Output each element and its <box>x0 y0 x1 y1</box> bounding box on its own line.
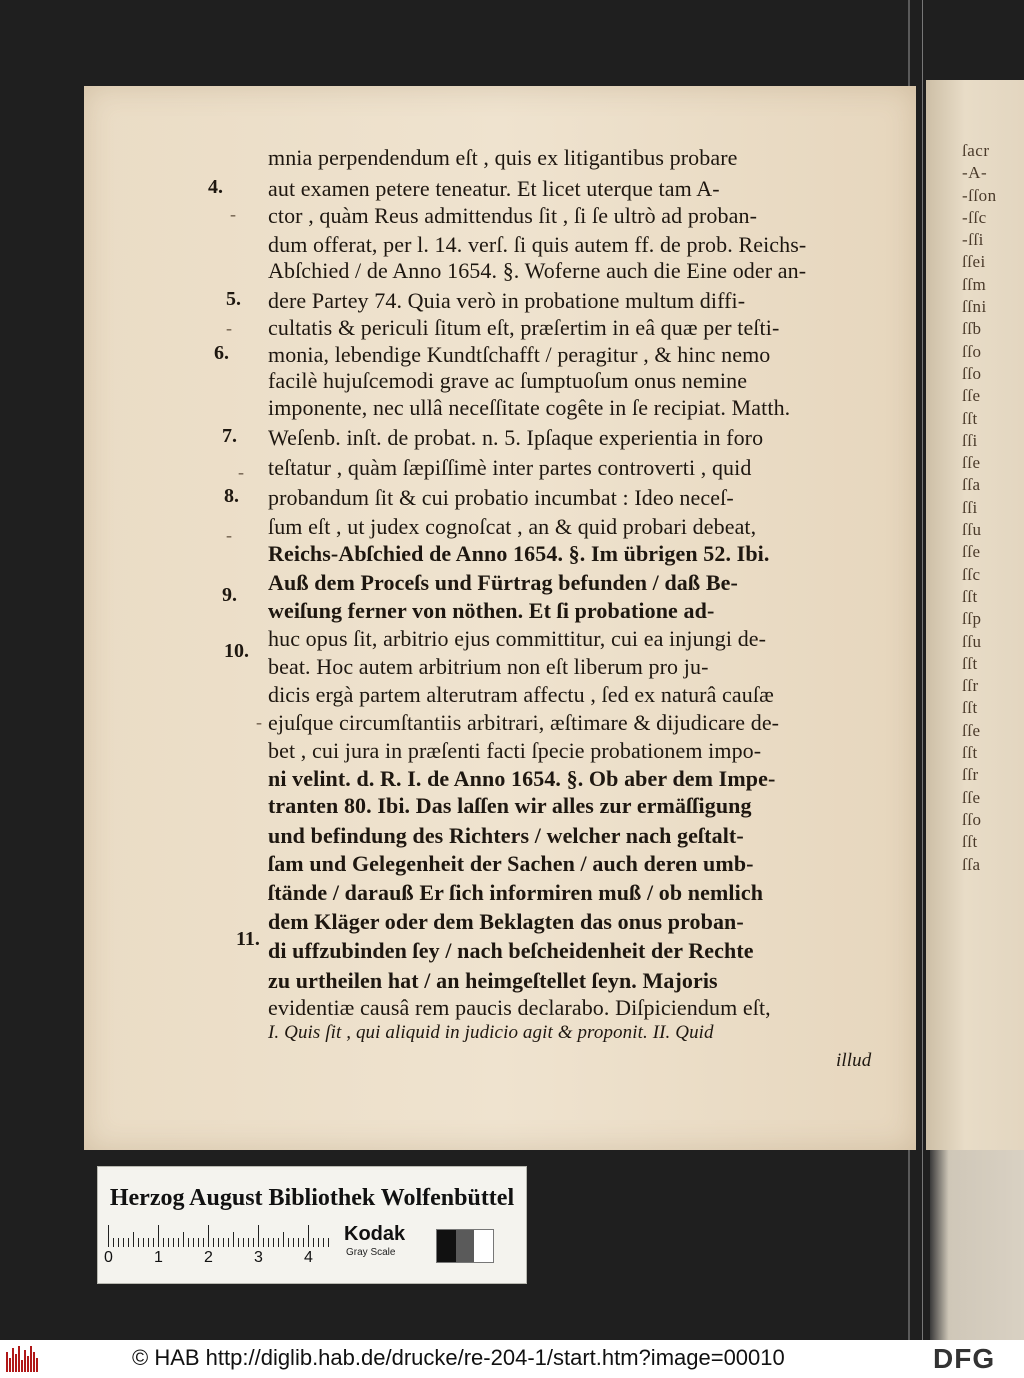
ruler-tick <box>143 1238 144 1247</box>
margin-number: 4. <box>208 176 223 198</box>
fragment-line: ſſo <box>962 341 982 361</box>
text-line: dum offerat, per l. 14. verſ. ſi quis autem ff. de prob. Reichs- <box>268 232 807 257</box>
ruler-tick <box>148 1238 149 1247</box>
ruler-tick <box>158 1225 159 1247</box>
text-line: teſtatur , quàm ſæpiſſimè inter partes controverti , quid <box>268 455 752 480</box>
ruler-tick <box>298 1238 299 1247</box>
text-line: weiſung ferner von nöthen. Et ſi probatione ad- <box>268 598 715 623</box>
ruler-tick <box>193 1238 194 1247</box>
fragment-line: ſſt <box>962 832 978 852</box>
fragment-line: ſſe <box>962 720 981 740</box>
ruler-tick <box>218 1238 219 1247</box>
fragment-line: ſſa <box>962 854 981 874</box>
fragment-line: ſſt <box>962 653 978 673</box>
fragment-line: ſſt <box>962 698 978 718</box>
copyright-link[interactable]: © HAB http://diglib.hab.de/drucke/re-204-1/start.htm?image=00010 <box>132 1345 785 1370</box>
ruler-tick <box>238 1238 239 1247</box>
fragment-line: ſſe <box>962 542 981 562</box>
fragment-line: ſſi <box>962 430 978 450</box>
ruler-tick <box>208 1225 209 1247</box>
ruler-number: 2 <box>204 1249 213 1266</box>
ruler-tick <box>113 1238 114 1247</box>
ruler-tick <box>118 1238 119 1247</box>
ruler-tick <box>138 1238 139 1247</box>
text-line: und befindung des Richters / welcher nach geſtalt- <box>268 823 744 848</box>
ruler-tick <box>243 1238 244 1247</box>
fragment-line: ſſt <box>962 743 978 763</box>
ruler-tick <box>223 1238 224 1247</box>
ruler-tick <box>198 1238 199 1247</box>
text-line: dere Partey 74. Quia verò in probatione multum diffi- <box>268 288 746 313</box>
margin-number: 7. <box>222 425 237 447</box>
ruler-tick <box>318 1238 319 1247</box>
fragment-line: ſſt <box>962 408 978 428</box>
logo-bar <box>27 1356 29 1372</box>
text-line: aut examen petere teneatur. Et licet uterque tam A- <box>268 176 720 201</box>
fragment-line: ſſb <box>962 319 982 339</box>
gray-swatches <box>436 1229 494 1263</box>
gray-swatch <box>437 1230 456 1262</box>
logo-bar <box>33 1352 35 1372</box>
fragment-line: ſſe <box>962 386 981 406</box>
fragment-line: ſſo <box>962 809 982 829</box>
margin-tick: - <box>256 712 262 732</box>
fragment-line: ſſr <box>962 676 979 696</box>
logo-bar <box>24 1350 26 1372</box>
text-line: Weſenb. inſt. de probat. n. 5. Ipſaque experientia in foro <box>268 425 764 450</box>
ruler-tick <box>123 1238 124 1247</box>
dfg-logo: DFG <box>933 1343 996 1374</box>
ruler-tick <box>178 1238 179 1247</box>
logo-bar <box>6 1352 8 1372</box>
text-line: monia, lebendige Kundtſchafft / peragitur , & hinc nemo <box>268 342 771 367</box>
ruler-tick <box>133 1232 134 1247</box>
ruler-tick <box>168 1238 169 1247</box>
text-line: di uffzubinden ſey / nach beſcheidenheit der Rechte <box>268 938 754 963</box>
gray-scale-label: Gray Scale <box>346 1247 396 1258</box>
library-name: Herzog August Bibliothek Wolfenbüttel <box>109 1185 515 1211</box>
ruler-tick <box>303 1238 304 1247</box>
ruler-tick <box>128 1238 129 1247</box>
ruler-number: 1 <box>154 1249 163 1266</box>
margin-number: 5. <box>226 288 241 310</box>
text-line: beat. Hoc autem arbitrium non eſt liberum pro ju- <box>268 654 709 679</box>
text-line: illud <box>836 1050 872 1071</box>
fragment-line: -ſſi <box>962 230 984 250</box>
fragment-line: ſſc <box>962 564 981 584</box>
fragment-line: -A- <box>962 163 988 183</box>
fragment-line: -ſſc <box>962 207 987 227</box>
ruler-tick <box>108 1225 109 1247</box>
ruler-tick <box>153 1238 154 1247</box>
ruler-tick <box>253 1238 254 1247</box>
text-line: facilè hujuſcemodi grave ac ſumptuoſum onus nemine <box>268 368 748 393</box>
ruler-tick <box>203 1238 204 1247</box>
text-line: Abſchied / de Anno 1654. §. Woferne auch die Eine oder an- <box>268 258 807 283</box>
text-line: evidentiæ causâ rem paucis declarabo. Diſpiciendum eſt, <box>268 995 771 1020</box>
ruler-tick <box>163 1238 164 1247</box>
ruler-tick <box>263 1238 264 1247</box>
text-line: tranten 80. Ibi. Das laſſen wir alles zur ermäſſigung <box>268 793 752 818</box>
fragment-line: ſſr <box>962 765 979 785</box>
text-line: Reichs-Abſchied de Anno 1654. §. Im übrigen 52. Ibi. <box>268 541 770 566</box>
fragment-line: ſſp <box>962 609 982 629</box>
ruler-tick <box>258 1225 259 1247</box>
fragment-line: ſſu <box>962 520 982 540</box>
text-line: imponente, nec ullâ neceſſitate cogête in ſe recipiat. Matth. <box>268 395 791 420</box>
ruler-tick <box>188 1238 189 1247</box>
ruler-tick <box>313 1238 314 1247</box>
kodak-logo: Kodak <box>344 1223 406 1245</box>
margin-number: 9. <box>222 584 237 606</box>
fragment-line: ſſt <box>962 586 978 606</box>
hab-logo-icon <box>6 1346 40 1372</box>
fragment-line: ſſu <box>962 631 982 651</box>
text-line: huc opus ſit, arbitrio ejus committitur, cui ea injungi de- <box>268 626 767 651</box>
margin-number: 6. <box>214 342 229 364</box>
ruler-tick <box>293 1238 294 1247</box>
ruler-tick <box>283 1232 284 1247</box>
text-line: dem Kläger oder dem Beklagten das onus proban- <box>268 909 744 934</box>
fragment-line: ſſo <box>962 363 982 383</box>
text-line: ſam und Gelegenheit der Sachen / auch deren umb- <box>268 851 754 876</box>
text-line: ſtände / darauß Er ſich informiren muß / ob nemlich <box>268 880 764 905</box>
fragment-line: ſacr <box>962 141 990 160</box>
ruler-tick <box>228 1238 229 1247</box>
text-line: cultatis & periculi ſitum eſt, præſertim in eâ quæ per teſti- <box>268 315 780 340</box>
logo-bar <box>12 1348 14 1372</box>
margin-number: 11. <box>236 928 260 950</box>
logo-bar <box>30 1346 32 1372</box>
ruler-tick <box>308 1225 309 1247</box>
logo-bar <box>21 1360 23 1372</box>
fragment-line: ſſni <box>962 297 987 317</box>
logo-bar <box>18 1346 20 1372</box>
text-line: ctor , quàm Reus admittendus ſit , ſi ſe ultrò ad proban- <box>268 203 757 228</box>
logo-bar <box>9 1358 11 1372</box>
footer-bar <box>0 1340 1024 1378</box>
ruler-number: 0 <box>104 1249 113 1266</box>
fragment-line: ſſe <box>962 453 981 473</box>
text-line: ſum eſt , ut judex cognoſcat , an & quid probari debeat, <box>268 514 757 539</box>
text-line: bet , cui jura in præſenti facti ſpecie probationem impo- <box>268 738 762 763</box>
gray-swatch <box>456 1230 475 1262</box>
fragment-line: ſſi <box>962 497 978 517</box>
gray-swatch <box>474 1230 493 1262</box>
text-line: mnia perpendendum eſt , quis ex litigantibus probare <box>268 145 738 170</box>
ruler-tick <box>268 1238 269 1247</box>
ruler-tick <box>183 1232 184 1247</box>
text-line: ni velint. d. R. I. de Anno 1654. §. Ob aber dem Impe- <box>268 766 776 791</box>
text-line: dicis ergà partem alterutram affectu , ſed ex naturâ cauſæ <box>268 682 774 707</box>
fragment-line: ſſa <box>962 475 981 495</box>
text-line: probandum ſit & cui probatio incumbat : Ideo neceſ- <box>268 485 734 510</box>
text-line: Auß dem Proceſs und Fürtrag befunden / daß Be- <box>268 570 738 595</box>
ruler-tick <box>288 1238 289 1247</box>
fragment-line: -ſſon <box>962 185 997 205</box>
ruler <box>108 1217 328 1247</box>
ruler-tick <box>248 1238 249 1247</box>
margin-tick: - <box>230 204 236 224</box>
ruler-number: 4 <box>304 1249 313 1266</box>
margin-tick: - <box>226 318 232 338</box>
logo-bar <box>36 1358 38 1372</box>
ruler-tick <box>213 1238 214 1247</box>
logo-bar <box>15 1354 17 1372</box>
divider-line <box>922 0 923 1340</box>
text-line: zu urtheilen hat / an heimgeſtellet ſeyn. Majoris <box>268 968 718 993</box>
adjacent-page-bottom <box>930 1150 1024 1340</box>
ruler-tick <box>323 1238 324 1247</box>
ruler-number: 3 <box>254 1249 263 1266</box>
color-calibration-bar <box>97 1166 527 1284</box>
fragment-line: ſſei <box>962 252 986 272</box>
margin-number: 10. <box>224 640 249 662</box>
ruler-tick <box>328 1238 329 1247</box>
text-line: I. Quis ſit , qui aliquid in judicio agit & proponit. II. Quid <box>268 1022 714 1043</box>
margin-tick: - <box>226 525 232 545</box>
margin-tick: - <box>238 462 244 482</box>
margin-number: 8. <box>224 485 239 507</box>
adjacent-page-text <box>962 140 1024 876</box>
fragment-line: ſſe <box>962 787 981 807</box>
ruler-tick <box>273 1238 274 1247</box>
fragment-line: ſſm <box>962 274 987 294</box>
text-line: ejuſque circumſtantiis arbitrari, æſtimare & dijudicare de- <box>268 710 780 735</box>
ruler-tick <box>233 1232 234 1247</box>
ruler-tick <box>173 1238 174 1247</box>
ruler-tick <box>278 1238 279 1247</box>
